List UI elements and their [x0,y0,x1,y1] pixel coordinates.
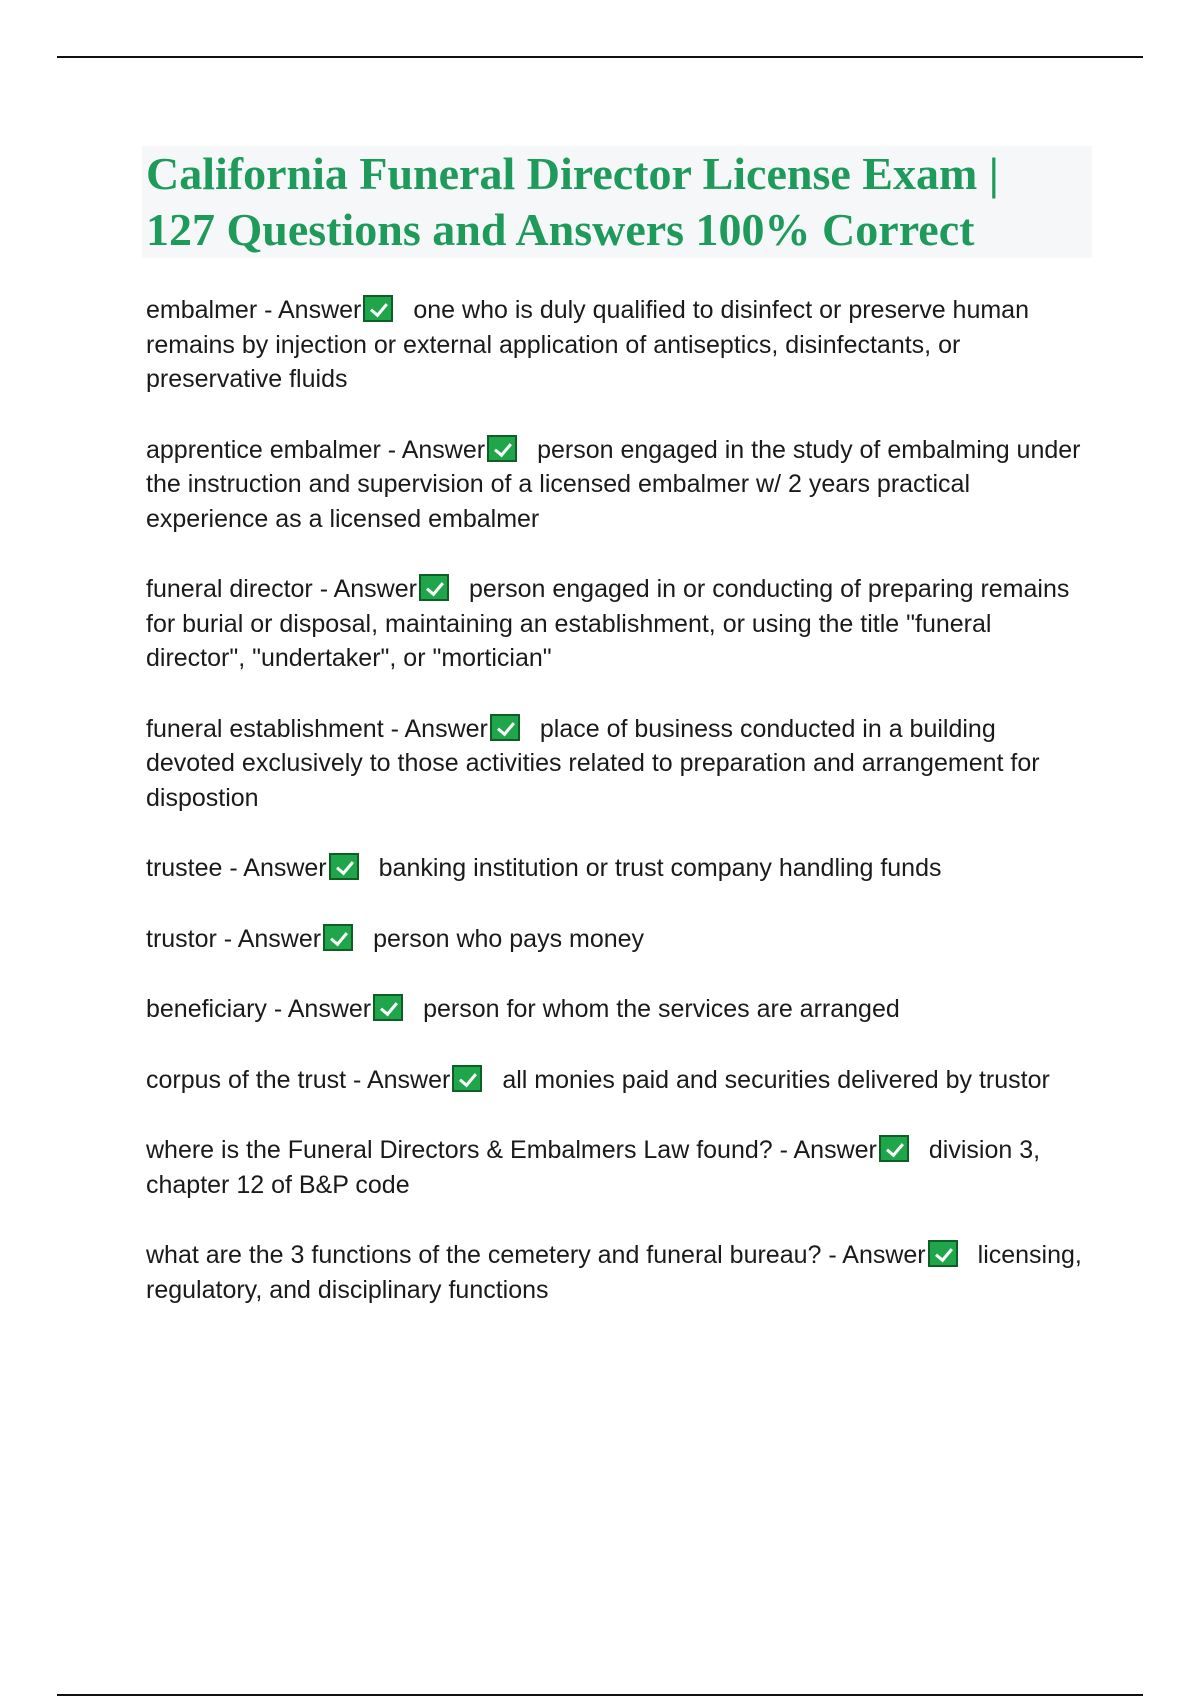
question-term: what are the 3 functions of the cemetery and funeral bureau? - [146,1241,843,1269]
question-term: beneficiary - [146,995,288,1023]
answer-text: person for whom the services are arranged [423,995,900,1023]
top-rule [57,56,1143,58]
check-mark-icon [928,1240,958,1267]
qa-item [146,922,1086,957]
answer-text: person who pays money [373,924,645,953]
answer-label: Answer [793,1136,877,1164]
question-term: trustee - [146,854,244,882]
answer-label: Answer [243,854,327,882]
answer-text: banking institution or trust company handling funds [378,854,942,882]
check-mark-icon [373,994,403,1021]
answer-text: all monies paid and securities delivered by trustor [502,1065,1050,1094]
question-term: funeral establishment - [146,714,405,743]
answer-label: Answer [333,575,417,603]
answer-label: Answer [842,1241,926,1269]
answer-label: Answer [277,296,362,324]
check-mark-icon [419,574,449,601]
answer-text: licensing, regulatory, and disciplinary functions [146,1241,1082,1304]
check-mark-icon [323,924,353,951]
qa-item [146,712,1086,816]
answer-label: Answer [366,1065,451,1094]
title-line-2: 127 Questions and Answers 100% Correct [146,204,975,255]
question-term: apprentice embalmer - [146,435,402,464]
question-term: trustor - [146,924,238,953]
answer-text: division 3, chapter 12 of B&P code [146,1136,1041,1199]
check-mark-icon [490,714,520,741]
question-term: funeral director - [146,575,334,603]
answer-text: place of business conducted in a building devoted exclusively to those activities related to preparation and arrangement for dispostion [146,714,1040,812]
question-term: corpus of the trust - [146,1065,367,1094]
check-mark-icon [329,853,359,880]
bottom-rule [57,1694,1143,1696]
qa-item [146,1063,1086,1098]
title-line-1: California Funeral Director License Exam | [146,148,999,199]
qa-item [146,433,1086,537]
qa-item [146,293,1086,397]
qa-item [146,1238,1086,1307]
check-mark-icon [452,1065,482,1092]
answer-label: Answer [287,995,372,1023]
answer-text: person engaged in the study of embalming under the instruction and supervision of a licensed embalmer w/ 2 years practical experience as a licensed embalmer [146,435,1081,533]
document-title [142,146,1092,258]
answer-text: person engaged in or conducting of preparing remains for burial or disposal, maintaining an establishment, or using the title "funeral director", "undertaker", or "mortician" [146,575,1070,672]
question-term: embalmer - [146,296,278,324]
qa-item [146,992,1086,1027]
answer-label: Answer [404,714,488,743]
qa-list [146,293,1086,1343]
check-mark-icon [363,295,393,322]
title-box [142,146,1092,258]
answer-label: Answer [237,924,322,953]
qa-item [146,1133,1086,1202]
answer-text: one who is duly qualified to disinfect or preserve human remains by injection or external application of antiseptics, disinfectants, or preservative fluids [146,296,1029,393]
qa-item [146,572,1086,676]
answer-label: Answer [401,435,486,464]
qa-item [146,851,1086,886]
check-mark-icon [879,1135,909,1162]
question-term: where is the Funeral Directors & Embalmers Law found? - [146,1136,794,1164]
check-mark-icon [487,435,517,462]
